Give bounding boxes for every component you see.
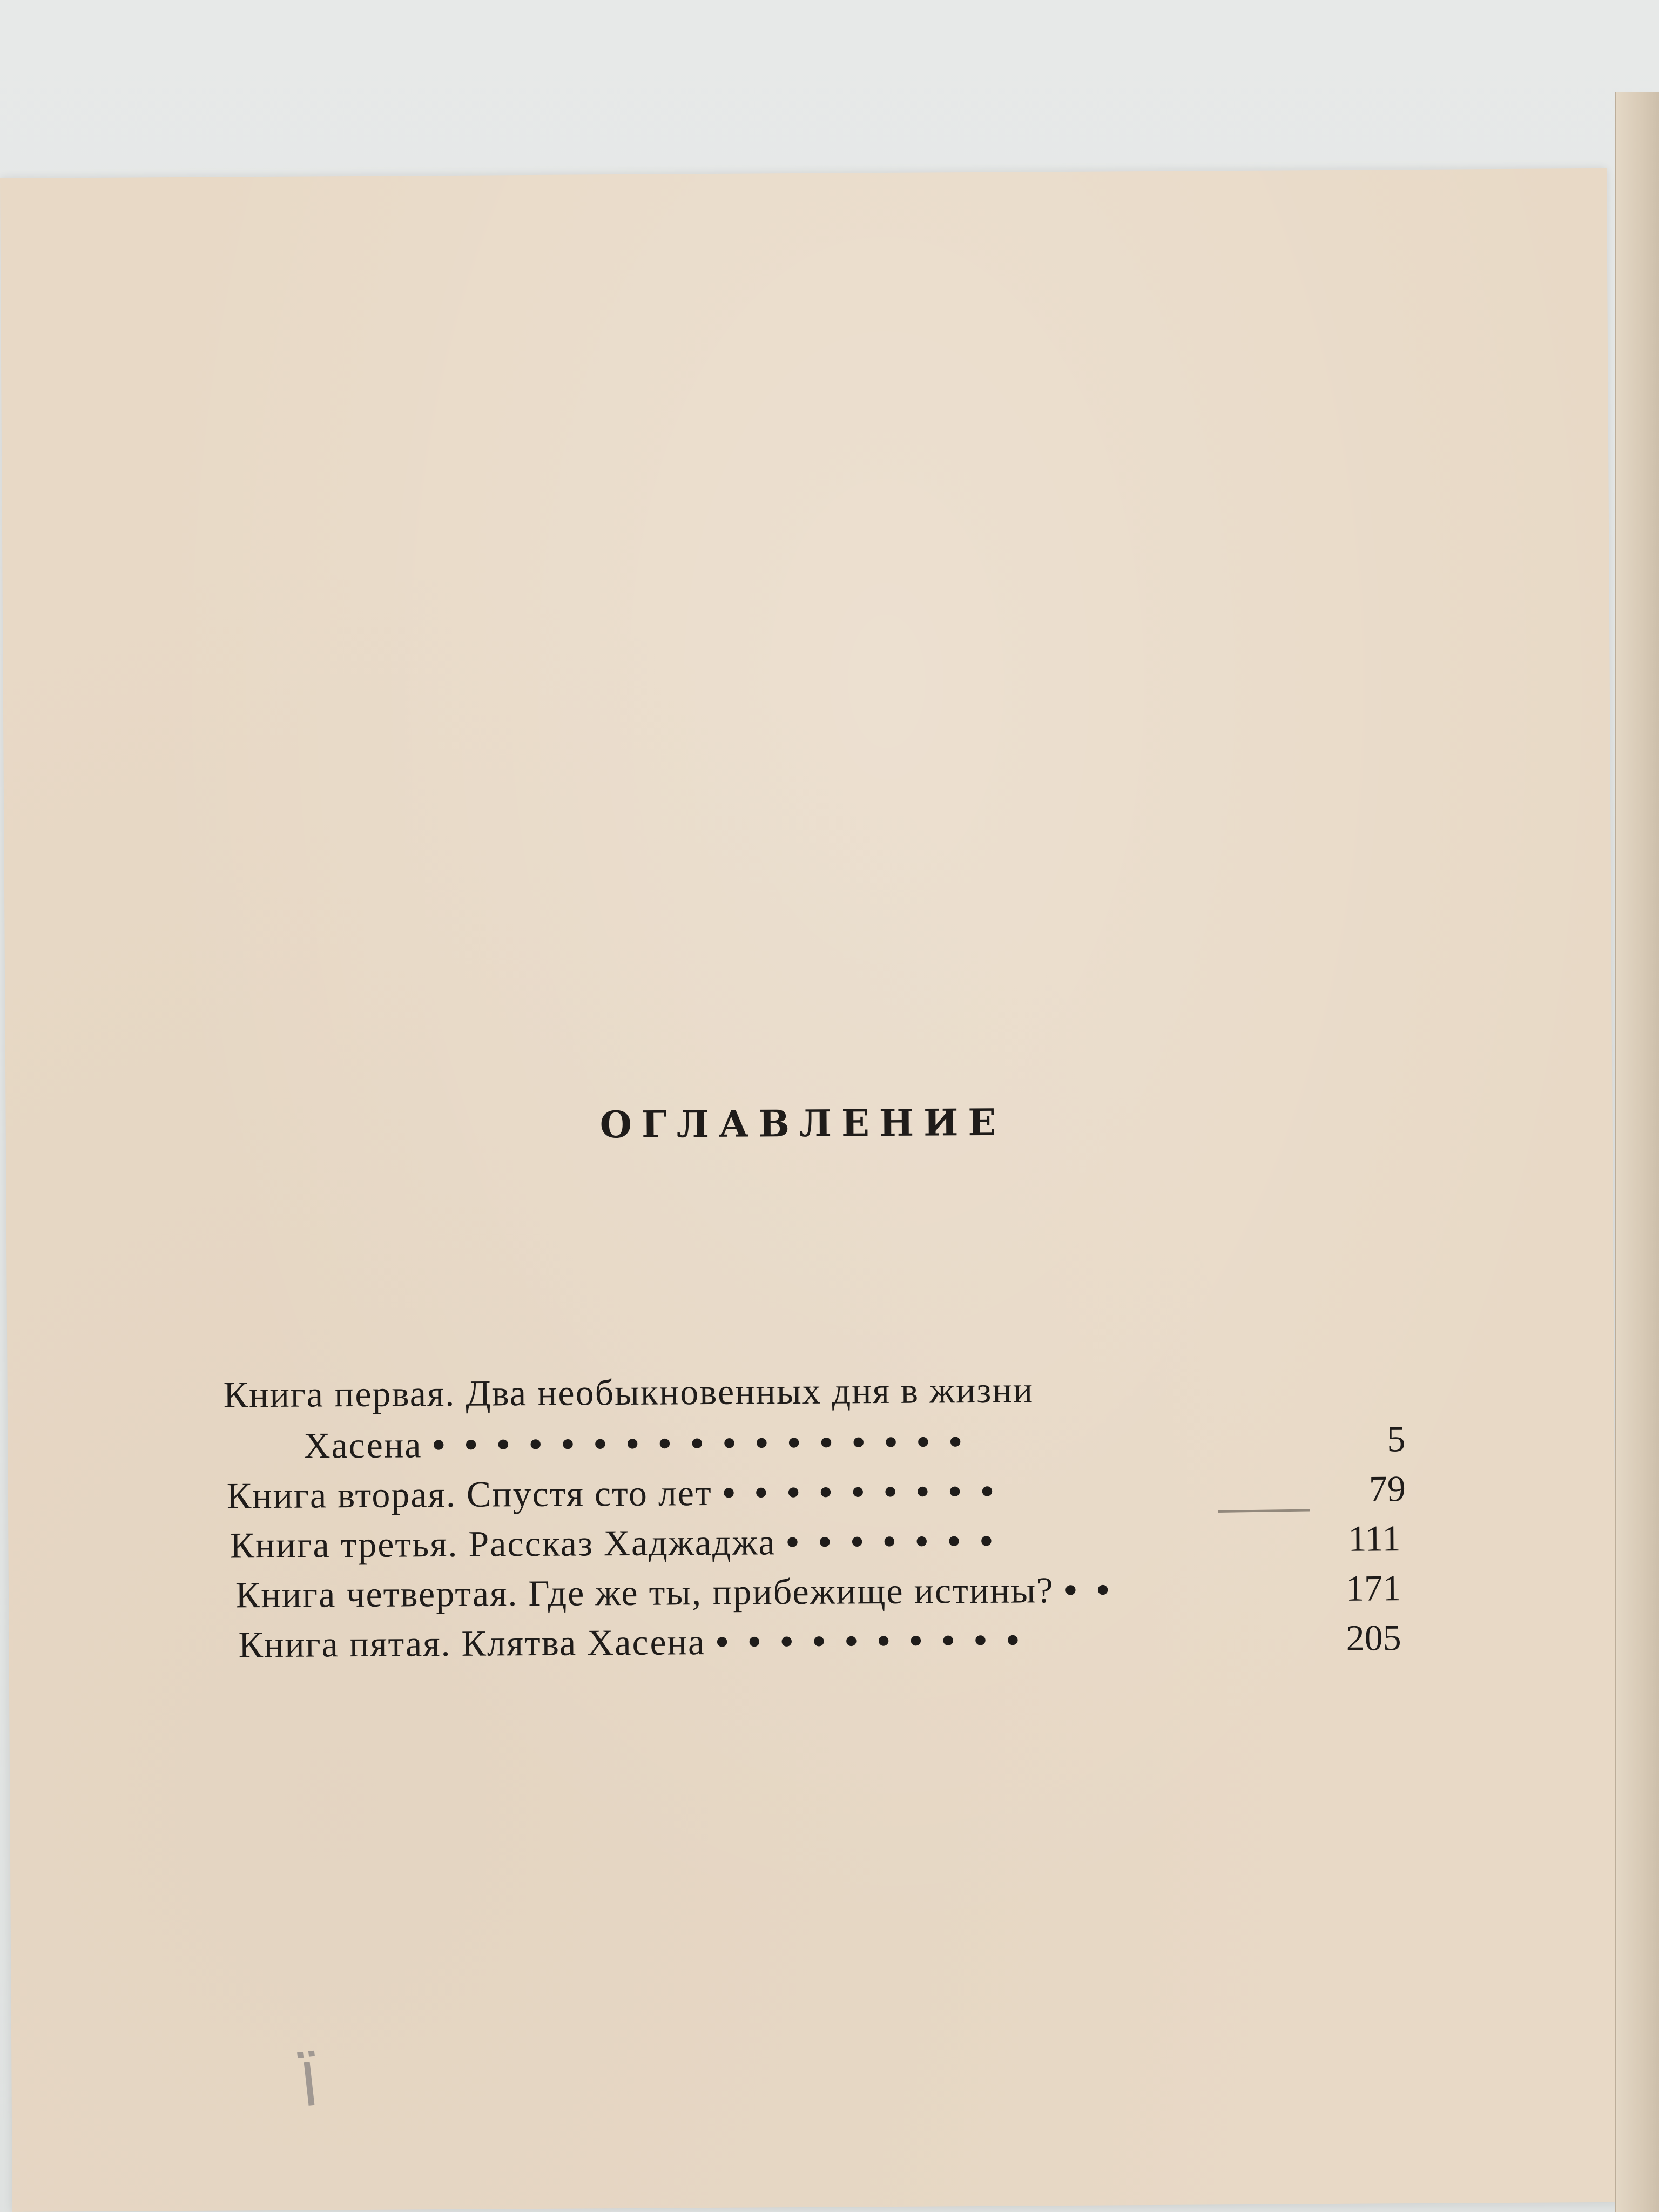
toc-heading: ОГЛАВЛЕНИЕ	[599, 1101, 1006, 1147]
table-of-contents	[0, 168, 1619, 2212]
toc-entry-3-title: Книга третья. Рассказ Хаджаджа	[230, 1521, 776, 1566]
book-page	[0, 168, 1619, 2212]
toc-entry-5-title: Книга пятая. Клятва Хасена	[238, 1621, 706, 1665]
toc-entry-4-page: 171	[1345, 1567, 1401, 1609]
toc-entry-4-title: Книга четвертая. Где же ты, прибежище истины?	[235, 1569, 1054, 1616]
toc-entry-1-title-line2-text: Хасена	[304, 1424, 422, 1466]
toc-entry-1-leader: •••••••••••••••••	[432, 1420, 982, 1466]
toc-entry-2-title: Книга вторая. Спустя сто лет	[226, 1472, 712, 1516]
toc-entry-5-title-container	[238, 1618, 1038, 1666]
toc-entry-2-page: 79	[1368, 1468, 1406, 1509]
toc-entry-3-title-container	[230, 1519, 1012, 1567]
toc-entry-5-page: 205	[1346, 1617, 1401, 1658]
toc-entry-5-leader: ••••••••••	[715, 1619, 1039, 1662]
toc-entry-1-page: 5	[1387, 1418, 1406, 1460]
toc-entry-4-title-container	[235, 1568, 1129, 1616]
toc-entry-4-leader: ••	[1064, 1569, 1129, 1611]
book-page-edge	[1615, 92, 1659, 2212]
toc-entry-1-title-line2	[304, 1420, 981, 1467]
toc-entry-1-title-line1: Книга первая. Два необыкновенных дня в жизни	[223, 1369, 1034, 1415]
toc-entry-2-title-container	[227, 1469, 1013, 1518]
toc-entry-2-leader: •••••••••	[722, 1470, 1014, 1513]
pencil-handwritten-mark: Ϊ	[296, 2049, 322, 2120]
toc-entry-3-page: 111	[1348, 1518, 1401, 1559]
toc-entry-3-leader: •••••••	[786, 1520, 1013, 1563]
